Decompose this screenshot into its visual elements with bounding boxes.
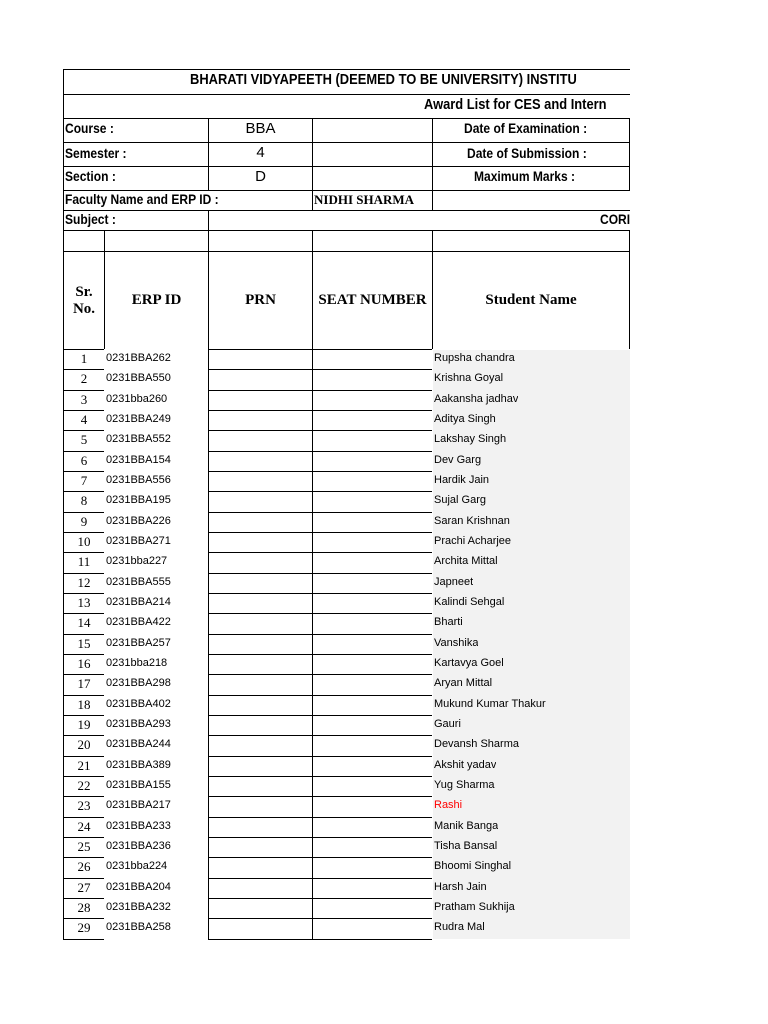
- section-value: D: [255, 168, 266, 185]
- row-erp-id: 0231bba224: [106, 860, 168, 873]
- grid-line: [63, 918, 104, 919]
- row-erp-id: 0231BBA262: [106, 352, 171, 364]
- row-student-name: Harsh Jain: [434, 880, 487, 893]
- row-sr-no: 29: [77, 920, 91, 936]
- row-sr-no: 3: [80, 391, 88, 407]
- row-student-name: Akshit yadav: [434, 758, 497, 771]
- row-band: [433, 715, 630, 735]
- row-erp-id: 0231BBA155: [106, 778, 171, 791]
- row-student-name: Gauri: [434, 717, 461, 730]
- section-label: Section :: [65, 168, 116, 184]
- grid-line: [208, 512, 432, 513]
- row-sr-no: 14: [77, 615, 91, 631]
- row-student-name: Rudra Mal: [434, 921, 485, 934]
- subject-label: Subject :: [65, 211, 116, 227]
- grid-line: [63, 369, 104, 370]
- grid-line: [63, 69, 630, 70]
- row-erp-id: 0231BBA195: [106, 494, 171, 507]
- row-erp-id: 0231BBA249: [106, 412, 171, 425]
- grid-line: [208, 634, 432, 635]
- grid-line: [208, 695, 432, 696]
- row-erp-id: 0231BBA552: [106, 433, 171, 446]
- row-sr-no: 26: [77, 859, 91, 875]
- grid-line: [63, 410, 104, 411]
- grid-line: [63, 715, 104, 716]
- row-student-name: Hardik Jain: [434, 473, 490, 486]
- grid-line: [208, 593, 432, 594]
- row-erp-id: 0231BBA389: [106, 758, 171, 771]
- institute-title: BHARATI VIDYAPEETH (DEEMED TO BE UNIVERSITY) INSTITU: [190, 71, 577, 88]
- grid-line: [312, 230, 313, 940]
- col-header-sr-no: [63, 284, 105, 318]
- row-erp-id: 0231BBA402: [106, 697, 171, 710]
- row-sr-no: 12: [77, 574, 91, 590]
- col-header-erp-id: ERP ID: [131, 292, 182, 308]
- exam-date-label: Date of Examination :: [464, 120, 588, 136]
- grid-line: [208, 613, 432, 614]
- row-erp-id: 0231BBA244: [106, 738, 171, 751]
- grid-line: [208, 674, 432, 675]
- faculty-value: NIDHI SHARMA: [314, 192, 415, 207]
- grid-line: [312, 190, 313, 210]
- grid-line: [208, 532, 432, 533]
- row-student-name: Devansh Sharma: [434, 738, 519, 751]
- grid-line: [208, 796, 432, 797]
- grid-line: [63, 837, 104, 838]
- row-erp-id: 0231BBA555: [106, 575, 171, 588]
- grid-line: [208, 349, 432, 350]
- row-student-name: Pratham Sukhija: [434, 900, 515, 913]
- grid-line: [208, 756, 432, 757]
- grid-line: [208, 654, 432, 655]
- row-student-name: Aryan Mittal: [434, 677, 493, 690]
- grid-line: [208, 817, 432, 818]
- grid-line: [208, 715, 432, 716]
- grid-line: [208, 552, 432, 553]
- grid-line: [63, 532, 104, 533]
- grid-line: [63, 471, 104, 472]
- grid-line: [63, 166, 630, 167]
- grid-line: [63, 230, 630, 231]
- grid-line: [208, 410, 432, 411]
- row-student-name: Dev Garg: [434, 453, 482, 466]
- grid-line: [63, 857, 104, 858]
- row-student-name: Rashi: [434, 799, 463, 812]
- grid-line: [63, 251, 630, 252]
- row-erp-id: 0231bba260: [106, 392, 168, 405]
- col-header-sr-line2: No.: [72, 301, 96, 317]
- row-sr-no: 28: [77, 899, 91, 915]
- row-student-name: Lakshay Singh: [434, 433, 507, 446]
- grid-line: [208, 210, 209, 940]
- row-student-name: Manik Banga: [434, 819, 499, 832]
- row-sr-no: 7: [80, 472, 88, 488]
- row-sr-no: 19: [77, 716, 91, 732]
- grid-line: [63, 898, 104, 899]
- grid-line: [208, 451, 432, 452]
- row-erp-id: 0231BBA257: [106, 636, 171, 649]
- row-sr-no: 8: [80, 493, 88, 509]
- row-sr-no: 17: [77, 676, 91, 692]
- faculty-label: Faculty Name and ERP ID :: [65, 191, 219, 207]
- row-sr-no: 23: [77, 798, 91, 814]
- row-erp-id: 0231BBA217: [106, 799, 171, 812]
- grid-line: [208, 776, 432, 777]
- col-header-prn: PRN: [245, 292, 276, 308]
- row-student-name: Kalindi Sehgal: [434, 595, 505, 608]
- row-student-name: Bhoomi Singhal: [434, 860, 512, 873]
- award-list-title: Award List for CES and Intern: [424, 96, 607, 113]
- grid-line: [63, 654, 104, 655]
- row-erp-id: 0231bba218: [106, 656, 168, 669]
- row-erp-id: 0231BBA233: [106, 819, 171, 832]
- grid-line: [208, 837, 432, 838]
- grid-line: [63, 491, 104, 492]
- row-sr-no: 21: [77, 757, 91, 773]
- row-sr-no: 2: [80, 371, 88, 387]
- grid-line: [208, 390, 432, 391]
- row-erp-id: 0231BBA550: [106, 372, 171, 385]
- semester-label: Semester :: [65, 145, 127, 161]
- grid-line: [63, 593, 104, 594]
- col-header-seat-number: SEAT NUMBER: [318, 292, 427, 308]
- course-value: BBA: [245, 120, 276, 137]
- row-erp-id: 0231BBA236: [106, 839, 171, 852]
- grid-line: [63, 430, 104, 431]
- row-erp-id: 0231BBA226: [106, 514, 171, 527]
- row-erp-id: 0231BBA214: [106, 595, 171, 608]
- row-student-name: Aditya Singh: [434, 412, 496, 425]
- col-header-student-name: Student Name: [485, 292, 577, 308]
- grid-line: [208, 471, 432, 472]
- grid-line: [629, 118, 630, 190]
- grid-line: [63, 939, 104, 940]
- grid-line: [63, 735, 104, 736]
- row-erp-id: 0231BBA204: [106, 880, 171, 893]
- row-sr-no: 20: [77, 737, 91, 753]
- grid-line: [312, 118, 313, 190]
- grid-line: [208, 878, 432, 879]
- row-sr-no: 9: [80, 513, 88, 529]
- row-student-name: Mukund Kumar Thakur: [434, 697, 546, 710]
- row-sr-no: 1: [80, 351, 88, 366]
- grid-line: [63, 613, 104, 614]
- grid-line: [63, 94, 630, 95]
- grid-line: [63, 118, 630, 119]
- row-student-name: Japneet: [434, 575, 474, 588]
- row-erp-id: 0231BBA298: [106, 677, 171, 690]
- row-erp-id: 0231bba227: [106, 555, 168, 568]
- row-sr-no: 27: [77, 879, 91, 895]
- row-sr-no: 22: [77, 777, 91, 793]
- grid-line: [63, 210, 630, 211]
- grid-line: [63, 674, 104, 675]
- course-label: Course :: [65, 120, 114, 136]
- row-sr-no: 16: [77, 655, 91, 671]
- grid-line: [208, 918, 432, 919]
- row-sr-no: 4: [80, 411, 88, 427]
- row-student-name: Vanshika: [434, 636, 479, 649]
- row-sr-no: 24: [77, 818, 91, 834]
- grid-line: [208, 857, 432, 858]
- row-erp-id: 0231BBA258: [106, 921, 171, 934]
- row-sr-no: 18: [77, 696, 91, 712]
- grid-line: [63, 796, 104, 797]
- row-student-name: Kartavya Goel: [434, 656, 504, 669]
- submission-date-label: Date of Submission :: [467, 145, 587, 161]
- grid-line: [63, 776, 104, 777]
- row-student-name: Yug Sharma: [434, 778, 495, 791]
- grid-line: [208, 939, 432, 940]
- grid-line: [63, 552, 104, 553]
- row-student-name: Sujal Garg: [434, 494, 486, 507]
- row-erp-id: 0231BBA154: [106, 453, 171, 466]
- row-sr-no: 11: [77, 554, 91, 570]
- row-erp-id: 0231BBA556: [106, 473, 171, 486]
- row-student-name: Saran Krishnan: [434, 514, 510, 527]
- row-student-name: Prachi Acharjee: [434, 534, 512, 547]
- max-marks-label: Maximum Marks :: [474, 168, 576, 184]
- row-student-name: Krishna Goyal: [434, 372, 504, 385]
- row-sr-no: 13: [77, 594, 91, 610]
- row-student-name: Aakansha jadhav: [434, 392, 519, 405]
- grid-line: [208, 573, 432, 574]
- subject-value: CORI: [600, 211, 631, 227]
- row-sr-no: 25: [77, 838, 91, 854]
- row-sr-no: 10: [77, 533, 91, 549]
- grid-line: [208, 430, 432, 431]
- grid-line: [208, 491, 432, 492]
- grid-line: [63, 142, 630, 143]
- semester-value: 4: [256, 144, 265, 161]
- row-erp-id: 0231BBA293: [106, 717, 171, 730]
- row-erp-id: 0231BBA232: [106, 900, 171, 913]
- grid-line: [208, 735, 432, 736]
- grid-line: [208, 898, 432, 899]
- grid-line: [432, 230, 433, 349]
- grid-line: [63, 349, 104, 350]
- col-header-sr-line1: Sr.: [75, 284, 93, 300]
- row-sr-no: 15: [77, 635, 91, 651]
- grid-line: [629, 230, 630, 349]
- grid-line: [208, 369, 432, 370]
- row-student-name: Bharti: [434, 616, 463, 629]
- row-sr-no: 5: [80, 432, 88, 448]
- row-sr-no: 6: [80, 452, 88, 468]
- grid-line: [432, 190, 433, 210]
- row-student-name: Rupsha chandra: [434, 352, 515, 364]
- row-student-name: Archita Mittal: [434, 555, 498, 568]
- row-erp-id: 0231BBA422: [106, 616, 171, 629]
- row-erp-id: 0231BBA271: [106, 534, 171, 547]
- row-student-name: Tisha Bansal: [434, 839, 498, 852]
- grid-line: [432, 118, 433, 190]
- row-band: [433, 797, 630, 817]
